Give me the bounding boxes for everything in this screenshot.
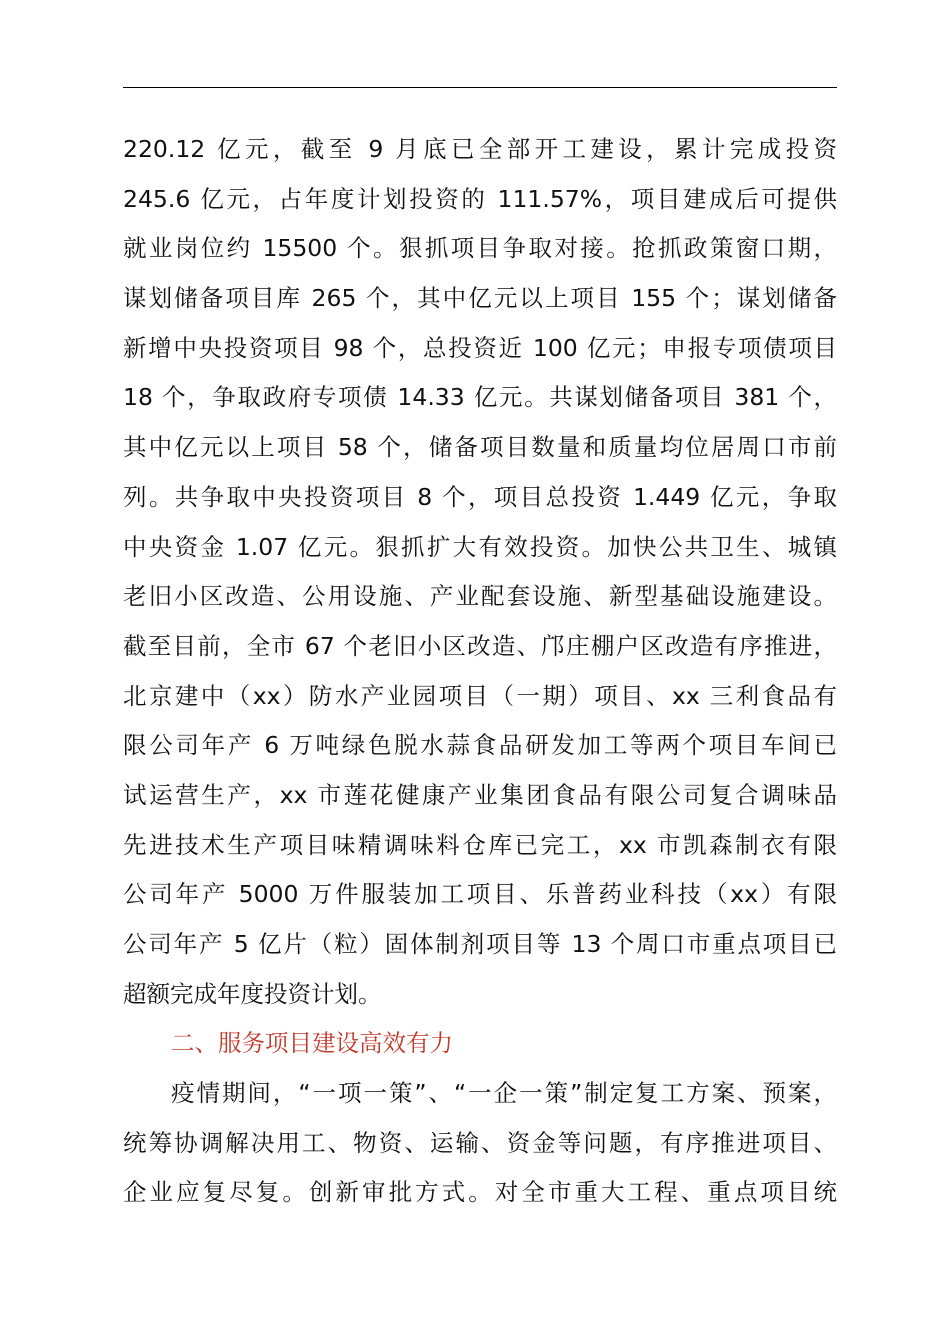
body-line: 先进技术生产项目味精调味料仓库已完工，xx 市凯森制衣有限: [123, 830, 837, 859]
body-line: 18 个，争取政府专项债 14.33 亿元。共谋划储备项目 381 个，: [123, 383, 837, 412]
body-line: 试运营生产，xx 市莲花健康产业集团食品有限公司复合调味品: [123, 780, 837, 809]
body-line: 统筹协调解决用工、物资、运输、资金等问题，有序推进项目、: [123, 1128, 837, 1157]
body-line: 245.6 亿元，占年度计划投资的 111.57%，项目建成后可提供: [123, 184, 837, 213]
body-line: 公司年产 5 亿片（粒）固体制剂项目等 13 个周口市重点项目已: [123, 930, 837, 958]
body-line: 就业岗位约 15500 个。狠抓项目争取对接。抢抓政策窗口期，: [123, 234, 837, 263]
body-line: 限公司年产 6 万吨绿色脱水蒜食品研发加工等两个项目车间已: [123, 731, 837, 760]
body-line: 列。共争取中央投资项目 8 个，项目总投资 1.449 亿元，争取: [123, 482, 837, 511]
body-line: 企业应复尽复。创新审批方式。对全市重大工程、重点项目统: [123, 1178, 837, 1207]
body-line: 疫情期间，“一项一策”、“一企一策”制定复工方案、预案，: [171, 1079, 837, 1108]
body-line: 新增中央投资项目 98 个，总投资近 100 亿元；申报专项债项目: [123, 333, 837, 362]
body-line: 220.12 亿元，截至 9 月底已全部开工建设，累计完成投资: [123, 135, 837, 163]
body-line: 北京建中（xx）防水产业园项目（一期）项目、xx 三利食品有: [123, 681, 837, 710]
body-line: 老旧小区改造、公用设施、产业配套设施、新型基础设施建设。: [123, 582, 837, 611]
body-line: 超额完成年度投资计划。: [123, 979, 382, 1008]
body-line: 截至目前，全市 67 个老旧小区改造、邝庄棚户区改造有序推进，: [123, 631, 837, 660]
body-line: 谋划储备项目库 265 个，其中亿元以上项目 155 个；谋划储备: [123, 284, 837, 313]
body-line: 公司年产 5000 万件服装加工项目、乐普药业科技（xx）有限: [123, 880, 837, 909]
header-rule: [123, 87, 837, 88]
body-line: 中央资金 1.07 亿元。狠抓扩大有效投资。加快公共卫生、城镇: [123, 532, 837, 561]
section-heading: 二、服务项目建设高效有力: [171, 1029, 453, 1058]
body-line: 其中亿元以上项目 58 个，储备项目数量和质量均位居周口市前: [123, 433, 837, 462]
document-body: [123, 125, 837, 1218]
